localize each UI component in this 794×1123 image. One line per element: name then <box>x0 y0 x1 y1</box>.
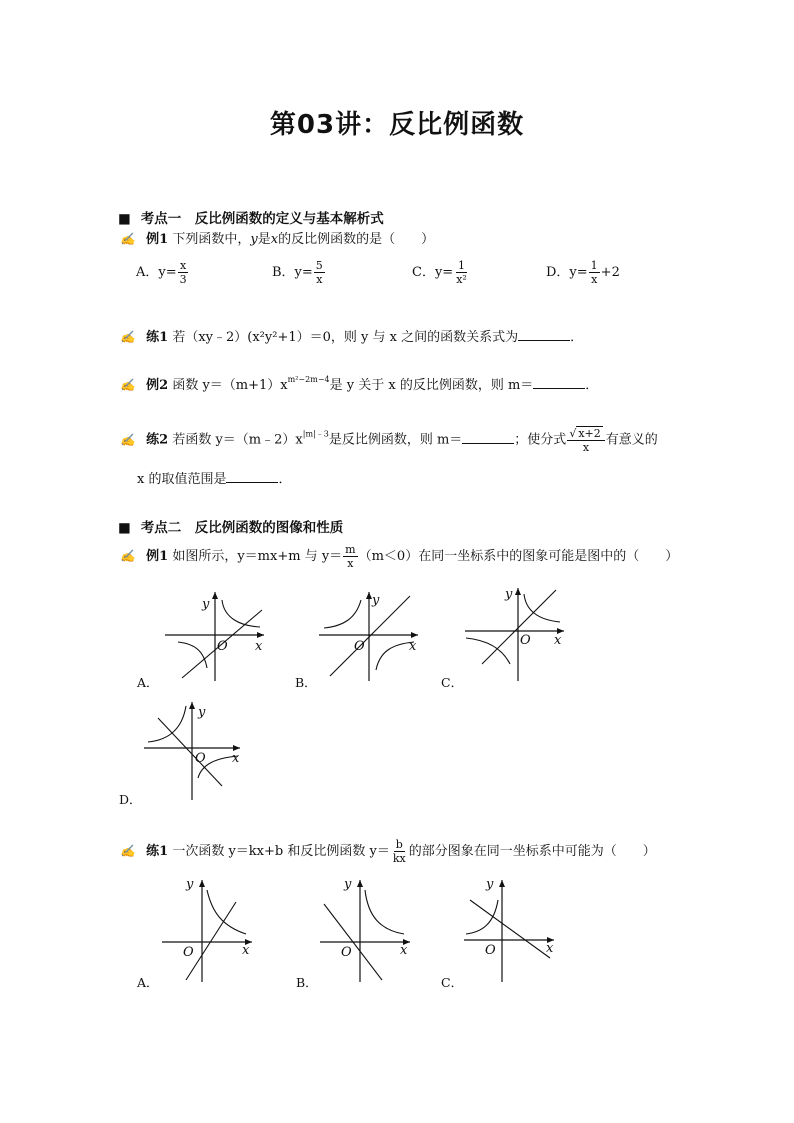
denominator: 3 <box>179 273 187 286</box>
numerator: b <box>395 838 403 851</box>
example-tag: 例1 <box>146 232 169 247</box>
option-label: D．y= <box>546 265 588 280</box>
section1-heading <box>118 207 384 227</box>
x-arrow-icon <box>257 632 264 638</box>
pen-icon: ✍ <box>120 378 135 392</box>
option-a <box>136 259 190 286</box>
pen-icon: ✍ <box>120 844 135 858</box>
s1-example1 <box>120 228 434 247</box>
denominator: x <box>582 441 590 454</box>
var-y: y <box>250 232 258 247</box>
numerator: 5 <box>315 259 323 272</box>
x-label: x <box>242 943 250 958</box>
question-end: ． <box>278 472 292 487</box>
fraction <box>314 259 325 286</box>
denominator: x <box>591 273 598 286</box>
example-tag: 例1 <box>146 549 169 564</box>
y-arrow-icon <box>499 880 505 887</box>
s2-example1 <box>120 543 678 570</box>
question-text: 一次函数 y＝kx+b 和反比例函数 y＝ <box>172 844 390 859</box>
graph-b <box>314 588 424 683</box>
pen-icon: ✍ <box>120 432 135 447</box>
question-text: 的部分图象在同一坐标系中可能为（ ） <box>408 844 656 859</box>
origin-label: O <box>341 945 352 960</box>
linear-graph <box>330 596 410 676</box>
graph-label-b: B． <box>295 675 317 690</box>
fraction <box>178 259 189 286</box>
option-label: C．y= <box>412 265 454 280</box>
hyperbola-branch <box>324 600 361 628</box>
x-label: x <box>232 751 240 766</box>
section-marker-icon: ■ <box>118 211 131 227</box>
s2-practice1 <box>120 838 656 865</box>
graph-label-a: A． <box>137 675 159 690</box>
y-arrow-icon <box>357 880 363 887</box>
question-text: 的反比例函数的是（ ） <box>278 232 435 247</box>
origin-label: O <box>217 639 228 654</box>
graph-label-b: B． <box>296 975 318 990</box>
y-label: y <box>372 593 380 608</box>
practice-tag: 练1 <box>146 330 169 345</box>
fraction <box>589 259 600 286</box>
exponent: m²−2m−4 <box>287 375 330 384</box>
practice-tag: 练2 <box>146 432 169 448</box>
graph-a <box>160 588 270 683</box>
question-text: 有意义的 <box>605 432 658 448</box>
question-text: 若（xy﹣2）(x²y²+1）＝0，则 y 与 x 之间的函数关系式为 <box>172 330 519 345</box>
hyperbola-branch <box>365 890 404 934</box>
fraction <box>454 259 469 286</box>
denominator: kx <box>392 852 406 865</box>
option-suffix: +2 <box>600 265 620 280</box>
y-label: y <box>202 597 210 612</box>
denominator: x <box>316 273 323 286</box>
section1-heading-text: 考点一 反比例函数的定义与基本解析式 <box>140 211 384 227</box>
x-arrow-icon <box>411 632 418 638</box>
y-arrow-icon <box>212 592 218 599</box>
x-label: x <box>554 633 562 648</box>
linear-graph <box>482 590 556 664</box>
s1-practice2 <box>120 426 658 454</box>
graph-label-a: A． <box>137 975 159 990</box>
fraction <box>391 838 408 865</box>
denominator: x² <box>456 273 467 286</box>
numerator: m <box>345 543 356 556</box>
fraction <box>567 426 604 454</box>
y-label: y <box>198 705 206 720</box>
answer-blank[interactable] <box>518 329 570 341</box>
y-label: y <box>344 877 352 892</box>
question-text: 下列函数中， <box>172 232 251 247</box>
question-text: 如图所示，y＝mx+m 与 y＝ <box>172 549 343 564</box>
sqrt-content: x+2 <box>578 427 601 440</box>
x-label: x <box>546 941 554 956</box>
section2-heading <box>118 516 343 536</box>
option-label: A．y= <box>136 265 177 280</box>
denominator: x <box>347 557 354 570</box>
option-b <box>272 259 326 286</box>
pen-icon: ✍ <box>120 330 135 344</box>
hyperbola-branch <box>148 706 186 742</box>
question-text: 是反比例函数，则 m＝ <box>328 432 463 448</box>
y-arrow-icon <box>199 880 205 887</box>
page-title: 第03讲：反比例函数 <box>269 110 525 140</box>
origin-label: O <box>354 639 365 654</box>
origin-label: O <box>195 751 206 766</box>
s1-example2 <box>120 374 598 393</box>
example-tag: 例2 <box>146 378 169 393</box>
question-text: （m＜0）在同一坐标系中的图象可能是图中的（ ） <box>358 549 679 564</box>
s1-practice1 <box>120 326 583 345</box>
numerator: x <box>180 259 187 272</box>
exponent: |m|﹣3 <box>302 429 329 439</box>
question-text: ；使分式 <box>514 432 567 448</box>
graph-c <box>460 584 570 683</box>
graph-label-c: C． <box>441 975 464 990</box>
var-x: x <box>270 232 279 247</box>
answer-blank[interactable] <box>462 432 514 444</box>
pen-icon: ✍ <box>120 549 135 563</box>
option-d <box>546 259 620 286</box>
x-label: x <box>255 639 263 654</box>
numerator: √ x+2 <box>567 426 604 441</box>
s1-practice2-line2 <box>137 468 291 487</box>
section2-heading-text: 考点二 反比例函数的图像和性质 <box>140 520 344 536</box>
y-label: y <box>505 587 513 602</box>
numerator: 1 <box>458 259 465 272</box>
question-end: ． <box>570 330 584 345</box>
hyperbola-branch <box>524 594 560 622</box>
graph-d <box>140 698 250 802</box>
question-text: 是 <box>257 232 271 247</box>
practice-tag: 练1 <box>146 844 169 859</box>
hyperbola-branch <box>207 890 246 934</box>
hyperbola-branch <box>178 642 207 668</box>
linear-graph <box>158 718 222 786</box>
y-arrow-icon <box>189 702 195 709</box>
numerator: 1 <box>590 259 598 272</box>
y-label: y <box>186 877 194 892</box>
question-text: x 的取值范围是 <box>137 472 227 487</box>
origin-label: O <box>520 633 531 648</box>
pen-icon: ✍ <box>120 232 135 246</box>
x-label: x <box>400 943 408 958</box>
question-text: 函数 y＝（m+1）x <box>172 378 288 393</box>
origin-label: O <box>183 945 194 960</box>
question-text: 是 y 关于 x 的反比例函数，则 m＝ <box>329 378 534 393</box>
origin-label: O <box>485 943 496 958</box>
graph-label-d: D． <box>119 792 142 807</box>
x-label: x <box>409 639 417 654</box>
graph-pr-c <box>462 876 562 984</box>
answer-blank[interactable] <box>226 471 278 483</box>
section-marker-icon: ■ <box>118 520 131 536</box>
question-text: 若函数 y＝（m﹣2）x <box>172 432 303 448</box>
y-label: y <box>486 877 494 892</box>
y-arrow-icon <box>515 588 521 595</box>
option-c <box>412 259 470 286</box>
fraction <box>343 543 357 570</box>
linear-graph <box>186 902 236 980</box>
question-end: ． <box>585 378 599 393</box>
graph-pr-a <box>160 876 260 984</box>
option-label: B．y= <box>272 265 313 280</box>
graph-pr-b <box>316 876 416 984</box>
graph-label-c: C． <box>441 675 464 690</box>
hyperbola-branch <box>222 600 260 627</box>
answer-blank[interactable] <box>533 377 585 389</box>
